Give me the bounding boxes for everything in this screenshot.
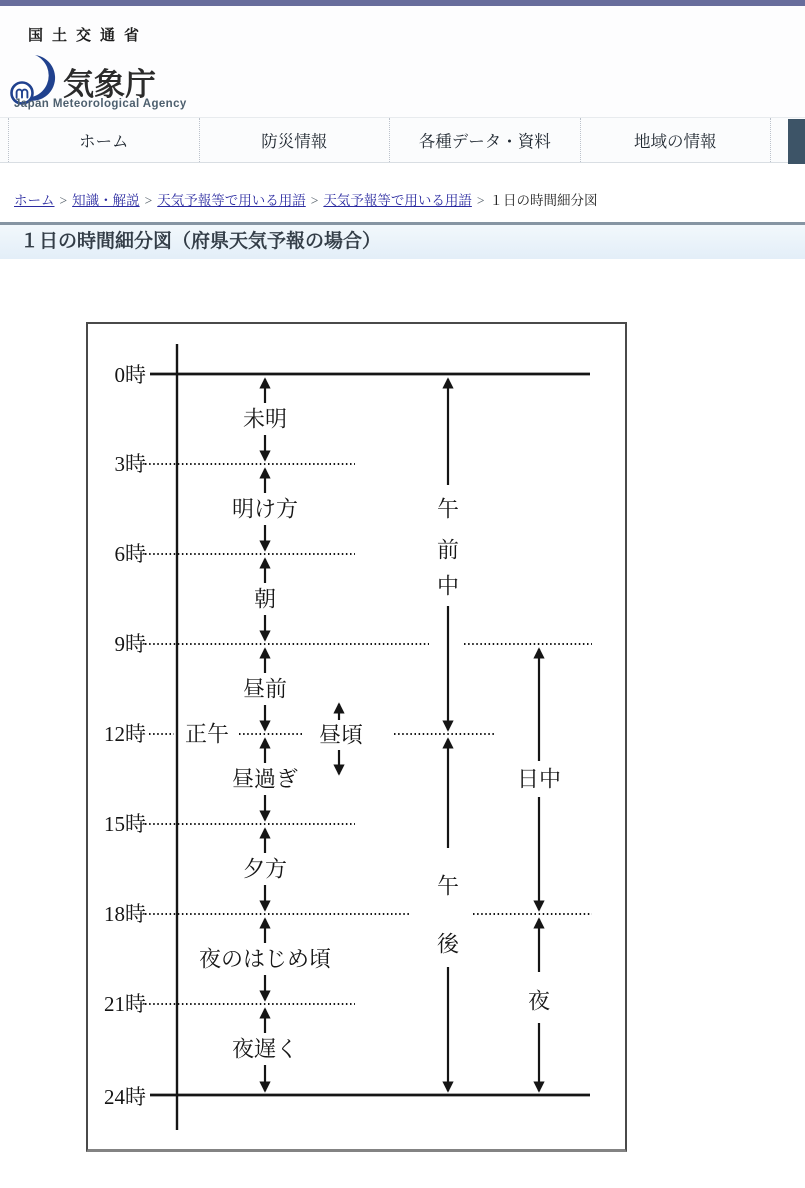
time-label-21h: 21時 xyxy=(104,992,146,1016)
nav-item-regional-info[interactable]: 地域の情報 xyxy=(580,118,771,162)
breadcrumb-separator: > xyxy=(310,193,319,208)
breadcrumb-current: １日の時間細分図 xyxy=(489,193,598,208)
nav-item-data-resources[interactable]: 各種データ・資料 xyxy=(389,118,580,162)
afternoon-label-char2: 後 xyxy=(436,931,460,957)
breadcrumb-separator: > xyxy=(59,193,68,208)
period-label-yugata: 夕方 xyxy=(242,856,288,882)
time-label-0h: 0時 xyxy=(114,363,146,387)
global-nav-items xyxy=(8,118,771,162)
period-label-yoru-no-hajime-goro: 夜のはじめ頃 xyxy=(198,946,332,972)
period-label-akegata: 明け方 xyxy=(231,496,299,522)
diagram-canvas xyxy=(88,324,625,1149)
page-title: １日の時間細分図（府県天気予報の場合） xyxy=(20,231,382,252)
around-noon-label: 昼頃 xyxy=(318,722,364,748)
nav-item-disaster-info[interactable]: 防災情報 xyxy=(199,118,390,162)
breadcrumb-link-forecast-terms-1[interactable]: 天気予報等で用いる用語 xyxy=(157,193,306,208)
breadcrumb-link-knowledge[interactable]: 知識・解説 xyxy=(72,193,140,208)
morning-label-char3: 中 xyxy=(436,573,460,599)
period-label-asa: 朝 xyxy=(253,586,277,612)
site-header xyxy=(0,6,805,117)
breadcrumb-separator: > xyxy=(476,193,485,208)
global-nav xyxy=(0,117,805,163)
breadcrumb-link-forecast-terms-2[interactable]: 天気予報等で用いる用語 xyxy=(323,193,472,208)
time-label-6h: 6時 xyxy=(114,542,146,566)
nav-right-edge-block[interactable] xyxy=(788,119,805,164)
noon-label: 正午 xyxy=(184,721,230,747)
time-label-18h: 18時 xyxy=(104,902,146,926)
time-label-15h: 15時 xyxy=(104,812,146,836)
afternoon-label-char1: 午 xyxy=(436,873,460,899)
nav-item-home[interactable]: ホーム xyxy=(8,118,199,162)
time-subdivision-diagram xyxy=(86,322,627,1152)
period-label-hirumae: 昼前 xyxy=(242,676,288,702)
ministry-name: 国土交通省 xyxy=(28,27,149,44)
period-label-mimei: 未明 xyxy=(242,406,288,432)
breadcrumb xyxy=(14,189,794,209)
agency-name[interactable]: 気象庁 xyxy=(63,67,156,102)
page-title-bar xyxy=(0,222,805,259)
period-label-yoru-osoku: 夜遅く xyxy=(231,1036,299,1062)
daytime-label: 日中 xyxy=(516,766,562,792)
night-label: 夜 xyxy=(527,988,551,1014)
breadcrumb-link-home[interactable]: ホーム xyxy=(14,193,55,208)
morning-label-char2: 前 xyxy=(436,537,460,563)
agency-name-en: Japan Meteorological Agency xyxy=(14,98,187,110)
morning-label-char1: 午 xyxy=(436,496,460,522)
breadcrumb-separator: > xyxy=(144,193,153,208)
time-label-12h: 12時 xyxy=(104,722,146,746)
time-label-3h: 3時 xyxy=(114,452,146,476)
time-label-9h: 9時 xyxy=(114,632,146,656)
period-label-hirusugi: 昼過ぎ xyxy=(231,766,299,792)
time-label-24h: 24時 xyxy=(104,1085,146,1109)
